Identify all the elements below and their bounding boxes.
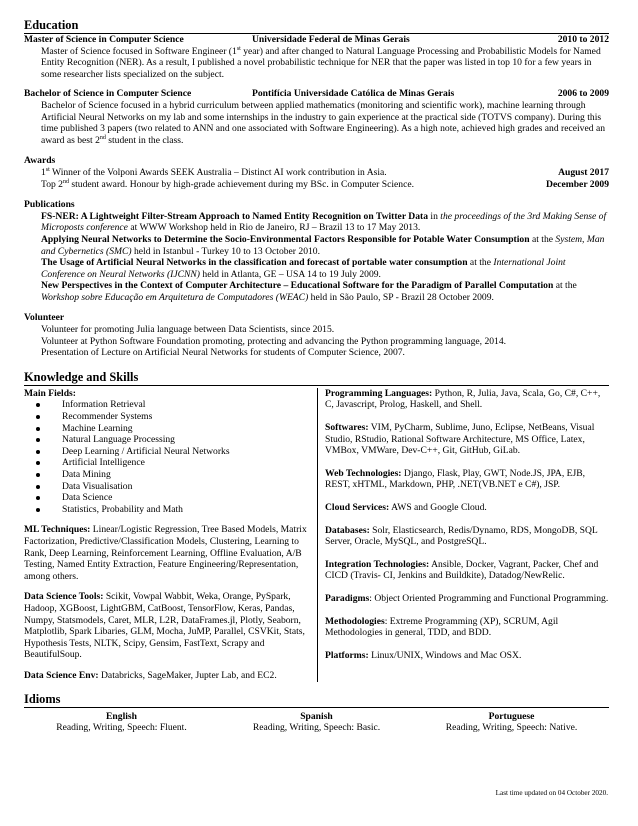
award-item: 1st Winner of the Volponi Awards SEEK Australia – Distinct AI work contribution in Asia. August 2017 [41,166,609,178]
web-technologies: Web Technologies: Django, Flask, Play, GWT, Node.JS, JPA, EJB, REST, xHTML, Markdown, PHP, .NET(VB.NET e C#), JSP. [325,467,586,491]
award-date: December 2009 [546,178,609,190]
list-item: Natural Language Processing [24,434,313,446]
award-item: Top 2nd student award. Honour by high-grade achievement during my BSc. in Computer Science. December 2009 [41,178,609,190]
bullet-icon [36,508,40,512]
section-title-skills: Knowledge and Skills [24,370,609,386]
main-fields-label: Main Fields: [24,387,76,399]
publication-item: New Perspectives in the Context of Computer Architecture – Educational Software for the Paradigm of Parallel Computation at the Workshop sobre Educação em Arquitetura de Computadores (WEAC) held in São Paulo, SP - Brazil 28 October 2009. [41,280,577,303]
list-item: Data Visualisation [24,481,313,493]
education-description: Bachelor of Science focused in a hybrid curriculum between applied mathematics (monitoring and scientific work), machine learning through Artificial Neural Networks on my lab and some internships in the industry to gain experience at the practical side (TOTVS company). During this time published 3 papers (two related to ANN and one associated with Software Engineering). As a high note, achieved high grades and received an award as best 2nd student in the class. [41,99,605,146]
main-fields-list [24,399,313,515]
list-item: Recommender Systems [24,411,313,423]
idioms-section [24,692,609,734]
bullet-icon [36,461,40,465]
publication-item: FS-NER: A Lightweight Filter-Stream Approach to Named Entity Recognition on Twitter Data in the proceedings of the 3rd Making Sense of Microposts conference at WWW Workshop held in Rio de Janeiro, RJ – Brazil 13 to 17 May 2013. [41,210,607,234]
school: Universidade Federal de Minas Gerais [252,34,410,45]
list-item: Data Mining [24,469,313,481]
language-portuguese: Portuguese Reading, Writing, Speech: Native. [445,710,578,734]
bullet-icon [36,450,40,454]
bullet-icon [36,415,40,419]
resume-page [24,18,609,734]
bullet-icon [36,403,40,407]
volunteer-item: Volunteer at Python Software Foundation promoting, protecting and advancing the Python programming language, 2014. [41,335,507,347]
degree: Master of Science in Computer Science [24,34,184,45]
award-date: August 2017 [558,166,609,178]
section-title-education: Education [24,18,609,34]
education-description: Master of Science focused in Software Engineer (1st year) and after changed to Natural Language Processing and Probabilistic Models for Named Entity Recognition (NER). As a result, I published a novel probabilistic technique for NER that the paper was listed in top 10 for a few years in some researcher lists specialized on the subject. [41,45,601,80]
publications-title: Publications [24,199,75,211]
education-entry [24,34,609,80]
languages-row [24,711,609,734]
databases: Databases: Solr, Elasticsearch, Redis/Dynamo, RDS, MongoDB, SQL Server, Oracle, MySQL, and PostgreSQL. [325,524,598,548]
ml-techniques: ML Techniques: Linear/Logistic Regression, Tree Based Models, Matrix Factorization, Predictive/Classification Models, Clustering, Learning to Rank, Deep Learning, Reinforcement Learning, Offline Evaluation, A/B Testing, Named Entity Extraction, Feature Engineering/Representation, among others. [24,524,307,582]
programming-languages: Programming Languages: Python, R, Julia, Java, Scala, Go, C#, C++, C, Javascript, Prolog, Haskell, and Shell. [325,387,601,411]
methodologies: Methodologies: Extreme Programming (XP), SCRUM, Agil Methodologies in general, TDD, and BDD. [325,615,559,639]
list-item: Deep Learning / Artificial Neural Networks [24,446,313,458]
skills-columns [24,388,609,682]
integration-technologies: Integration Technologies: Ansible, Docker, Vagrant, Packer, Chef and CICD (Travis- CI, Jenkins and Buildkite), Datadog/NewRelic. [325,558,599,582]
list-item: Machine Learning [24,423,313,435]
dates: 2006 to 2009 [557,88,609,100]
bullet-icon [36,496,40,500]
list-item: Artificial Intelligence [24,457,313,469]
skills-section [24,370,609,682]
bullet-icon [36,485,40,489]
education-header-row [24,88,609,100]
data-science-tools: Data Science Tools: Scikit, Vowpal Wabbit, Weka, Orange, PySpark, Hadoop, XGBoost, LightGBM, CatBoost, TensorFlow, Keras, Pandas, Numpy, Statsmodels, Caret, MLR, L2R, DataFrames.jl, Plotly, Seaborn, Matplotlib, Spark Libaries, GLM, Mocha, JuMP, Parallel, CSVKit, Stats, Hypothesis Tests, NLTK, Scipy, Gensim, FastText, Scrapy and BeautifulSoup. [24,591,305,661]
skills-left-column [24,388,318,682]
school: Pontifícia Universidade Católica de Minas Gerais [252,88,455,100]
volunteer-item: Presentation of Lecture on Artificial Neural Networks for students of Computer Science, 2007. [41,347,405,359]
list-item: Statistics, Probability and Math [24,504,313,516]
paradigms: Paradigms: Object Oriented Programming and Functional Programming. [325,592,609,604]
degree: Bachelor of Science in Computer Science [24,88,192,100]
language-english: English Reading, Writing, Speech: Fluent. [56,710,187,734]
education-entry [24,88,609,146]
data-science-env: Data Science Env: Databricks, SageMaker, Jupter Lab, and EC2. [24,669,277,681]
publication-item: Applying Neural Networks to Determine the Socio-Environmental Factors Responsible for Potable Water Consumption at the System, Man and Cybernetics (SMC) held in Istanbul - Turkey 10 to 13 October 2010. [41,233,605,257]
education-header-row [24,34,609,46]
platforms: Platforms: Linux/UNIX, Windows and Mac OSX. [325,649,522,661]
bullet-icon [36,438,40,442]
softwares: Softwares: VIM, PyCharm, Sublime, Juno, Eclipse, NetBeans, Visual Studio, RStudio, Rational Software Architecture, MS Office, Latex, VMBox, VMWare, Dev-C++, Git, GitHub, GiLab. [325,422,595,457]
last-updated-footer: Last time updated on 04 October 2020. [495,789,608,797]
section-title-idioms: Idioms [24,692,609,708]
education-section [24,18,609,359]
awards-title: Awards [24,155,56,167]
publication-item: The Usage of Artificial Neural Networks in the classification and forecast of portable water consumption at the International Joint Conference on Neural Networks (IJCNN) held in Atlanta, GE – USA 14 to 19 July 2009. [41,257,566,280]
volunteer-item: Volunteer for promoting Julia language between Data Scientists, since 2015. [41,324,335,336]
list-item: Data Science [24,492,313,504]
skills-right-column [318,388,609,682]
bullet-icon [36,427,40,431]
cloud-services: Cloud Services: AWS and Google Cloud. [325,502,487,513]
list-item: Information Retrieval [24,399,313,411]
dates: 2010 to 2012 [557,34,609,45]
volunteer-title: Volunteer [24,312,65,324]
language-spanish: Spanish Reading, Writing, Speech: Basic. [252,710,381,734]
bullet-icon [36,473,40,477]
